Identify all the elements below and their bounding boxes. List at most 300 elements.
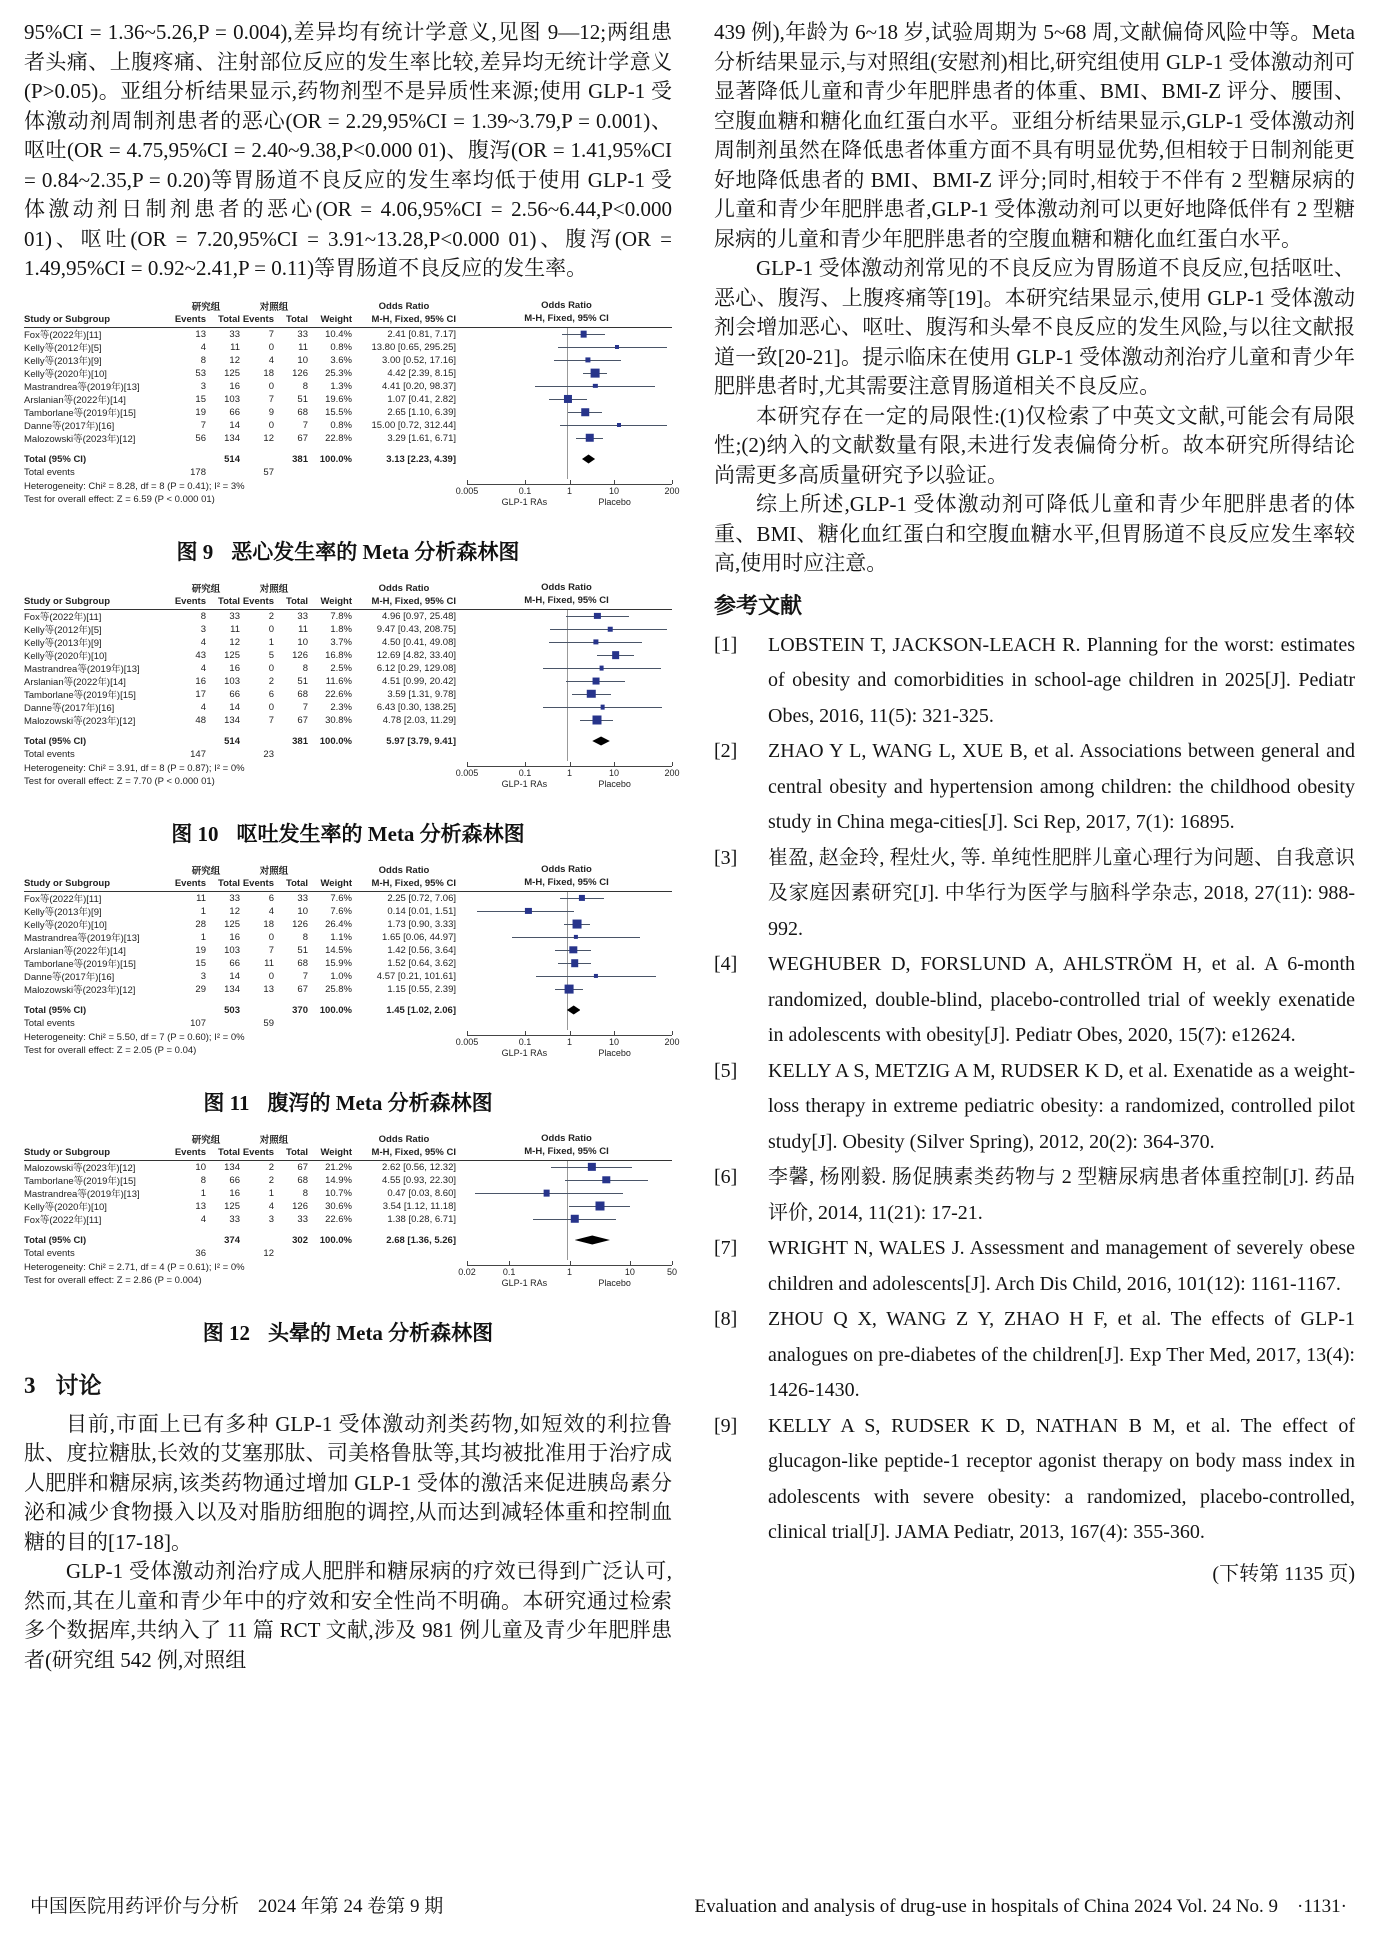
study-label: Kelly等(2020年)[10] [24,651,107,662]
odds-ratio-marker [591,369,600,378]
conclusion-paragraph: 综上所述,GLP-1 受体激动剂可降低儿童和青少年肥胖患者的体重、BMI、糖化血红蛋白和空腹血糖水平,但胃肠道不良反应发生率较高,使用时应注意。 [714,492,1355,575]
references-list [714,628,1355,1551]
study-label: Arslanian等(2022年)[14] [24,395,126,406]
forest-total-row [24,1234,672,1247]
forest-header [24,582,672,610]
forest-plot-figure-nausea [24,299,680,566]
forest-study-row [24,406,672,419]
forest-plot-cell [464,380,669,393]
events-value: 0 [268,623,274,635]
weight-value: 7.8% [330,610,352,622]
axis-group-label-left: GLP-1 RAs [501,778,548,789]
events-value: 53 [195,367,206,379]
events-value: 2 [268,1174,274,1186]
events-value: 4 [200,701,206,713]
forest-plot-cell [464,675,669,688]
weight-value: 1.8% [330,623,352,635]
axis-tick [672,1031,673,1035]
forest-cell [24,445,172,453]
odds-ratio-marker [600,705,605,710]
total-value: 67 [297,1161,308,1173]
axis-line [467,1265,672,1266]
forest-plot-cell [464,432,669,445]
forest-statistics [24,1261,459,1303]
continuation-note: (下转第 1135 页) [1212,1562,1355,1585]
or-ci-value: 4.55 [0.93, 22.30] [382,1174,456,1186]
odds-ratio-marker [564,395,572,403]
axis-tick-label: 0.005 [455,767,479,778]
forest-study-row [24,354,672,367]
odds-ratio-marker [571,1215,579,1223]
total-value: 8 [302,931,308,943]
total-events-treatment: 107 [190,1017,206,1029]
or-ci-value: 1.65 [0.06, 44.97] [382,931,456,943]
events-value: 11 [264,957,274,969]
total-events-treatment: 36 [195,1247,206,1259]
heterogeneity-text: Heterogeneity: Chi² = 8.28, df = 8 (P = 0.41); I² = 3% [24,480,245,492]
forest-plot-cell [464,354,669,367]
forest-study-row [24,957,672,970]
total-value: 33 [297,1213,308,1225]
odds-ratio-marker [592,716,601,725]
reference-item [714,1302,1355,1409]
forest-axis [455,1031,680,1073]
forest-study-row [24,610,672,623]
total-value: 8 [302,380,308,392]
forest-cell [274,1226,308,1234]
study-column-header: Study or Subgroup [24,1146,111,1158]
or-ci-value: 13.80 [0.65, 295.25] [371,341,456,353]
events-value: 0 [268,970,274,982]
forest-study-row [24,931,672,944]
events-value: 17 [195,688,206,700]
forest-plot-cell [464,636,669,649]
forest-header-groups [24,864,672,877]
forest-study-row [24,1213,672,1226]
references-heading: 参考文献 [714,592,803,618]
forest-study-row [24,636,672,649]
total-n-treatment: 514 [224,735,240,747]
forest-cell [24,727,172,735]
axis-tick-label: 10 [609,1036,620,1047]
total-value: 66 [229,1174,240,1186]
total-value: 7 [302,970,308,982]
events-value: 0 [268,662,274,674]
forest-plot-cell [464,406,669,419]
study-label: Fox等(2022年)[11] [24,894,102,905]
weight-value: 1.0% [330,970,352,982]
axis-tick-label: 200 [664,767,680,778]
events-value: 7 [200,419,206,431]
axis-tick [614,1031,615,1035]
reference-text: LOBSTEIN T, JACKSON-LEACH R. Planning for the worst: estimates of obesity and comorbidities in school-age children in 2025[J]. Pediatr Obes, 2016, 11(5): 321-325. [768,633,1355,727]
control-group-header: 对照组 [259,302,289,313]
events-value: 18 [263,367,274,379]
or-ci-value: 3.29 [1.61, 6.71] [387,432,456,444]
forest-header-columns [24,1146,672,1159]
odds-ratio-plot-header: Odds Ratio [541,1132,592,1144]
weight-column-header: Weight [320,1146,352,1158]
events-value: 16 [195,675,206,687]
odds-ratio-plot-header: Odds Ratio [541,299,592,311]
forest-footer [24,1031,680,1073]
forest-cell [24,1226,172,1234]
forest-plot-cell [464,727,669,735]
forest-plot-cell [464,1200,669,1213]
forest-plot-cell [464,1187,669,1200]
weight-value: 0.8% [330,419,352,431]
total-n-control: 381 [292,453,308,465]
weight-value: 2.3% [330,701,352,713]
total-value: 125 [224,918,240,930]
odds-ratio-marker [593,384,597,388]
or-ci-value: 1.07 [0.41, 2.82] [387,393,456,405]
events-value: 5 [268,649,274,661]
weight-value: 1.1% [330,931,352,943]
axis-line [467,1035,672,1036]
forest-cell [206,445,240,453]
figure-caption [24,1087,672,1117]
weight-value: 15.5% [325,406,352,418]
axis-tick [509,1261,510,1265]
events-value: 8 [200,354,206,366]
or-ci-value: 12.69 [4.82, 33.40] [376,649,456,661]
axis-group-label-left: GLP-1 RAs [501,1277,548,1288]
forest-header-columns [24,313,672,326]
total-events-label: Total events [24,748,75,760]
events-value: 19 [195,944,206,956]
total-value: 33 [229,610,240,622]
total-value: 11 [298,341,308,353]
weight-column-header: Weight [320,313,352,325]
mh-fixed-ci-header: M-H, Fixed, 95% CI [371,877,456,889]
total-or-ci: 1.45 [1.02, 2.06] [386,1004,456,1016]
total-n-treatment: 514 [224,453,240,465]
total-value: 68 [297,957,308,969]
weight-value: 26.4% [325,918,352,930]
total-column-header: Total [286,313,308,325]
study-label: Tamborlane等(2019年)[15] [24,690,136,701]
total-row-label: Total (95% CI) [24,1004,87,1016]
forest-cell [308,996,352,1004]
reference-item [714,1409,1355,1551]
figure-caption-label: 图 11 [203,1090,250,1115]
or-ci-value: 2.62 [0.56, 12.32] [382,1161,456,1173]
events-value: 13 [195,328,206,340]
forest-study-row [24,341,672,354]
total-value: 14 [229,419,240,431]
reference-text: WEGHUBER D, FORSLUND A, AHLSTRÖM H, et al. A 6-month randomized, double-blind, placebo-controlled trial of weekly exenatide in adolescents with obesity[J]. Pediatr Obes, 2020, 15(7): e12624. [768,953,1355,1046]
forest-cell [172,445,206,453]
total-value: 134 [224,1161,240,1173]
events-value: 7 [268,393,274,405]
forest-spacer [24,727,672,735]
total-column-header: Total [286,595,308,607]
total-value: 33 [297,892,308,904]
total-or-ci: 5.97 [3.79, 9.41] [386,735,456,747]
treatment-group-header: 研究组 [191,584,221,595]
study-label: Kelly等(2013年)[9] [24,907,102,918]
total-value: 134 [224,432,240,444]
or-ci-value: 3.54 [1.12, 11.18] [382,1200,456,1212]
odds-ratio-marker [608,627,613,632]
odds-ratio-marker [574,935,578,939]
total-value: 68 [297,1174,308,1186]
events-value: 13 [263,983,274,995]
events-value: 18 [263,918,274,930]
weight-value: 22.6% [325,688,352,700]
study-label: Kelly等(2020年)[10] [24,369,107,380]
weight-value: 30.6% [325,1200,352,1212]
forest-cell [308,727,352,735]
overall-effect-text: Test for overall effect: Z = 7.70 (P < 0.000 01) [24,775,215,787]
events-column-header: Events [242,595,274,607]
or-ci-value: 1.38 [0.28, 6.71] [387,1213,456,1225]
weight-value: 25.3% [325,367,352,379]
events-value: 2 [268,610,274,622]
treatment-group-header: 研究组 [191,866,221,877]
axis-tick-label: 200 [664,1036,680,1047]
reference-text: 崔盈, 赵金玲, 程灶火, 等. 单纯性肥胖儿童心理行为问题、自我意识及家庭因素研究[J]. 中华行为医学与脑科学杂志, 2018, 27(11): 988-992. [768,846,1355,940]
or-ci-value: 0.47 [0.03, 8.60] [387,1187,456,1199]
forest-plot-cell [464,1226,669,1234]
forest-cell [352,1226,456,1234]
axis-tick [570,1261,571,1265]
forest-header-groups [24,300,672,313]
study-column-header: Study or Subgroup [24,877,111,889]
total-value: 67 [297,714,308,726]
or-ci-value: 9.47 [0.43, 208.75] [376,623,456,635]
forest-cell [206,1226,240,1234]
forest-plot-cell [464,688,669,701]
weight-value: 21.2% [325,1161,352,1173]
total-value: 103 [224,944,240,956]
figure-caption-label: 图 10 [171,821,219,846]
forest-plot-cell [464,1234,669,1247]
mh-fixed-ci-header: M-H, Fixed, 95% CI [371,1146,456,1158]
heterogeneity-text: Heterogeneity: Chi² = 5.50, df = 7 (P = 0.60); I² = 0% [24,1031,245,1043]
heterogeneity-text: Heterogeneity: Chi² = 3.91, df = 8 (P = 0.87); I² = 0% [24,762,245,774]
forest-footer [24,480,680,522]
total-events-control: 12 [263,1247,274,1259]
forest-axis-wrap [455,762,680,804]
events-column-header: Events [174,595,206,607]
reference-number: [7] [714,1237,738,1259]
events-value: 9 [268,406,274,418]
events-value: 28 [195,918,206,930]
events-value: 6 [268,688,274,700]
study-label: Arslanian等(2022年)[14] [24,677,126,688]
forest-plot-cell [464,341,669,354]
reference-number: [9] [714,1414,738,1437]
total-column-header: Total [286,877,308,889]
forest-spacer [24,1226,672,1234]
mh-fixed-ci-plot-header: M-H, Fixed, 95% CI [524,312,609,324]
axis-tick [525,480,526,484]
forest-study-row [24,623,672,636]
total-n-treatment: 503 [224,1004,240,1016]
total-n-treatment: 374 [224,1234,240,1246]
events-value: 7 [268,944,274,956]
events-value: 0 [268,380,274,392]
events-value: 0 [268,419,274,431]
or-ci-value: 4.96 [0.97, 25.48] [382,610,456,622]
axis-tick-label: 0.1 [518,485,532,496]
axis-group-label-left: GLP-1 RAs [501,496,548,507]
total-value: 126 [292,367,308,379]
weight-column-header: Weight [320,877,352,889]
events-value: 4 [200,662,206,674]
or-ci-value: 3.59 [1.31, 9.78] [387,688,456,700]
odds-ratio-marker [582,408,590,416]
study-label: Arslanian等(2022年)[14] [24,946,126,957]
forest-total-events-row [24,1017,672,1030]
or-ci-value: 4.57 [0.21, 101.61] [376,970,456,982]
forest-axis [455,480,680,522]
total-value: 68 [297,406,308,418]
events-value: 2 [268,1161,274,1173]
reference-item [714,1231,1355,1302]
events-value: 3 [200,623,206,635]
figure-caption [24,1317,672,1347]
reference-item [714,1054,1355,1161]
total-or-ci: 2.68 [1.36, 5.26] [386,1234,456,1246]
forest-total-events-row [24,466,672,479]
or-ci-value: 6.12 [0.29, 129.08] [376,662,456,674]
results-paragraph-continuation: 95%CI = 1.36~5.26,P = 0.004),差异均有统计学意义,见图 9—12;两组患者头痛、上腹疼痛、注射部位反应的发生率比较,差异均无统计学意义(P>0.05)。亚组分析结果显示,药物剂型不是异质性来源;使用 GLP-1 受体激动剂周制剂患者的恶心(OR = 2.29,95%CI = 1.39~3.79,P = 0.001)、呕吐(OR = 4.75,95%CI = 2.40~9.38,P<0.000 01)、腹泻(OR = 1.41,95%CI = 0.84~2.35,P = 0.20)等胃肠道不良反应的发生率均低于使用 GLP-1 受体激动剂日制剂患者的恶心(OR = 4.06,95%CI = 2.56~6.44,P<0.000 01)、呕吐(OR = 7.20,95%CI = 3.91~13.28,P<0.000 01)、腹泻(OR = 1.49,95%CI = 0.92~2.41,P = 0.11)等胃肠道不良反应的发生率。 [24,20,672,280]
forest-plot-cell [464,1174,669,1187]
events-value: 11 [196,892,206,904]
odds-ratio-column-header: Odds Ratio [378,300,430,312]
forest-cell [352,996,456,1004]
confidence-interval-line [558,347,667,348]
overall-effect-text: Test for overall effect: Z = 2.86 (P = 0.004) [24,1274,202,1286]
events-value: 48 [195,714,206,726]
study-label: Fox等(2022年)[11] [24,330,102,341]
axis-tick [570,1031,571,1035]
forest-study-row [24,662,672,675]
axis-tick [672,1261,673,1265]
axis-tick-label: 10 [609,485,620,496]
odds-ratio-marker [612,651,620,659]
events-value: 4 [200,1213,206,1225]
forest-plot-cell [464,944,669,957]
forest-header [24,1133,672,1161]
total-events-control: 57 [263,466,274,478]
odds-ratio-column-header: Odds Ratio [378,864,430,876]
forest-cell [240,996,274,1004]
odds-ratio-marker [599,666,604,671]
or-ci-value: 1.73 [0.90, 3.33] [387,918,456,930]
overall-effect-text: Test for overall effect: Z = 2.05 (P = 0.04) [24,1044,197,1056]
events-value: 7 [268,714,274,726]
page-footer [30,1891,1347,1918]
reference-number: [6] [714,1166,738,1188]
weight-value: 15.9% [325,957,352,969]
study-label: Malozowski等(2023年)[12] [24,985,136,996]
odds-ratio-column-header: Odds Ratio [378,1133,430,1145]
forest-cell [206,727,240,735]
total-value: 126 [292,918,308,930]
total-row-label: Total (95% CI) [24,453,87,465]
or-ci-value: 1.15 [0.55, 2.39] [387,983,456,995]
mh-fixed-ci-plot-header: M-H, Fixed, 95% CI [524,876,609,888]
forest-plot-cell [464,701,669,714]
events-value: 15 [195,957,206,969]
forest-study-row [24,1174,672,1187]
total-value: 16 [229,931,240,943]
weight-value: 10.4% [325,328,352,340]
forest-total-row [24,1004,672,1017]
forest-plot-cell [464,918,669,931]
axis-tick [672,480,673,484]
footer-journal-title-cn: 中国医院用药评价与分析 2024 年第 24 卷第 9 期 [30,1896,444,1917]
section-title: 讨论 [55,1372,102,1398]
study-column-header: Study or Subgroup [24,595,111,607]
reference-number: [1] [714,633,738,656]
odds-ratio-marker [570,946,577,953]
mh-fixed-ci-header: M-H, Fixed, 95% CI [371,595,456,607]
forest-cell [240,1226,274,1234]
forest-cell [24,996,172,1004]
total-column-header: Total [218,313,240,325]
total-value: 10 [297,905,308,917]
or-ci-value: 15.00 [0.72, 312.44] [371,419,456,431]
forest-cell [274,445,308,453]
events-column-header: Events [174,1146,206,1158]
figure-caption-text: 头晕的 Meta 分析森林图 [268,1320,494,1345]
forest-footer [24,1261,678,1303]
total-events-control: 23 [263,748,274,760]
figure-caption-text: 腹泻的 Meta 分析森林图 [267,1090,493,1115]
total-value: 103 [224,393,240,405]
reference-number: [5] [714,1059,738,1082]
forest-plot-cell [464,714,669,727]
or-ci-value: 2.65 [1.10, 6.39] [387,406,456,418]
right-column [714,18,1355,1675]
reference-text: ZHAO Y L, WANG L, XUE B, et al. Associations between general and central obesity and hypertension among children: the childhood obesity study in China mega-cities[J]. Sci Rep, 2017, 7(1): 16895. [768,740,1355,833]
forest-study-row [24,892,672,905]
odds-ratio-marker [594,613,600,619]
reference-item [714,841,1355,948]
total-value: 68 [297,688,308,700]
events-value: 56 [195,432,206,444]
forest-study-row [24,419,672,432]
forest-cell [308,1226,352,1234]
events-column-header: Events [242,313,274,325]
total-value: 134 [224,714,240,726]
study-label: Danne等(2017年)[16] [24,972,115,983]
forest-plot-cell [464,996,669,1004]
or-ci-value: 4.51 [0.99, 20.42] [382,675,456,687]
forest-header [24,864,672,892]
forest-plot-body [24,1132,678,1303]
forest-cell [172,1226,206,1234]
study-label: Mastrandrea等(2019年)[13] [24,664,140,675]
total-n-control: 302 [292,1234,308,1246]
or-ci-value: 4.50 [0.41, 49.08] [382,636,456,648]
forest-study-row [24,1200,672,1213]
heterogeneity-text: Heterogeneity: Chi² = 2.71, df = 4 (P = 0.61); I² = 0% [24,1261,245,1273]
forest-cell [352,727,456,735]
total-column-header: Total [286,1146,308,1158]
forest-plot-cell [464,1161,669,1174]
events-value: 1 [200,905,206,917]
reference-text: KELLY A S, RUDSER K D, NATHAN B M, et al. The effect of glucagon-like peptide-1 receptor agonist therapy on body mass index in adolescents with severe obesity: a randomized, placebo-controlled, clinical trial[J]. JAMA Pediatr, 2013, 167(4): 355-360. [768,1414,1355,1543]
footer-journal-title-en: Evaluation and analysis of drug-use in hospitals of China 2024 Vol. 24 No. 9 ·1131· [694,1896,1347,1917]
reference-text: ZHOU Q X, WANG Z Y, ZHAO H F, et al. The effects of GLP-1 analogues on pre-diabetes of the children[J]. Exp Ther Med, 2017, 13(4): 1426-1430. [768,1308,1355,1401]
weight-value: 7.6% [330,905,352,917]
